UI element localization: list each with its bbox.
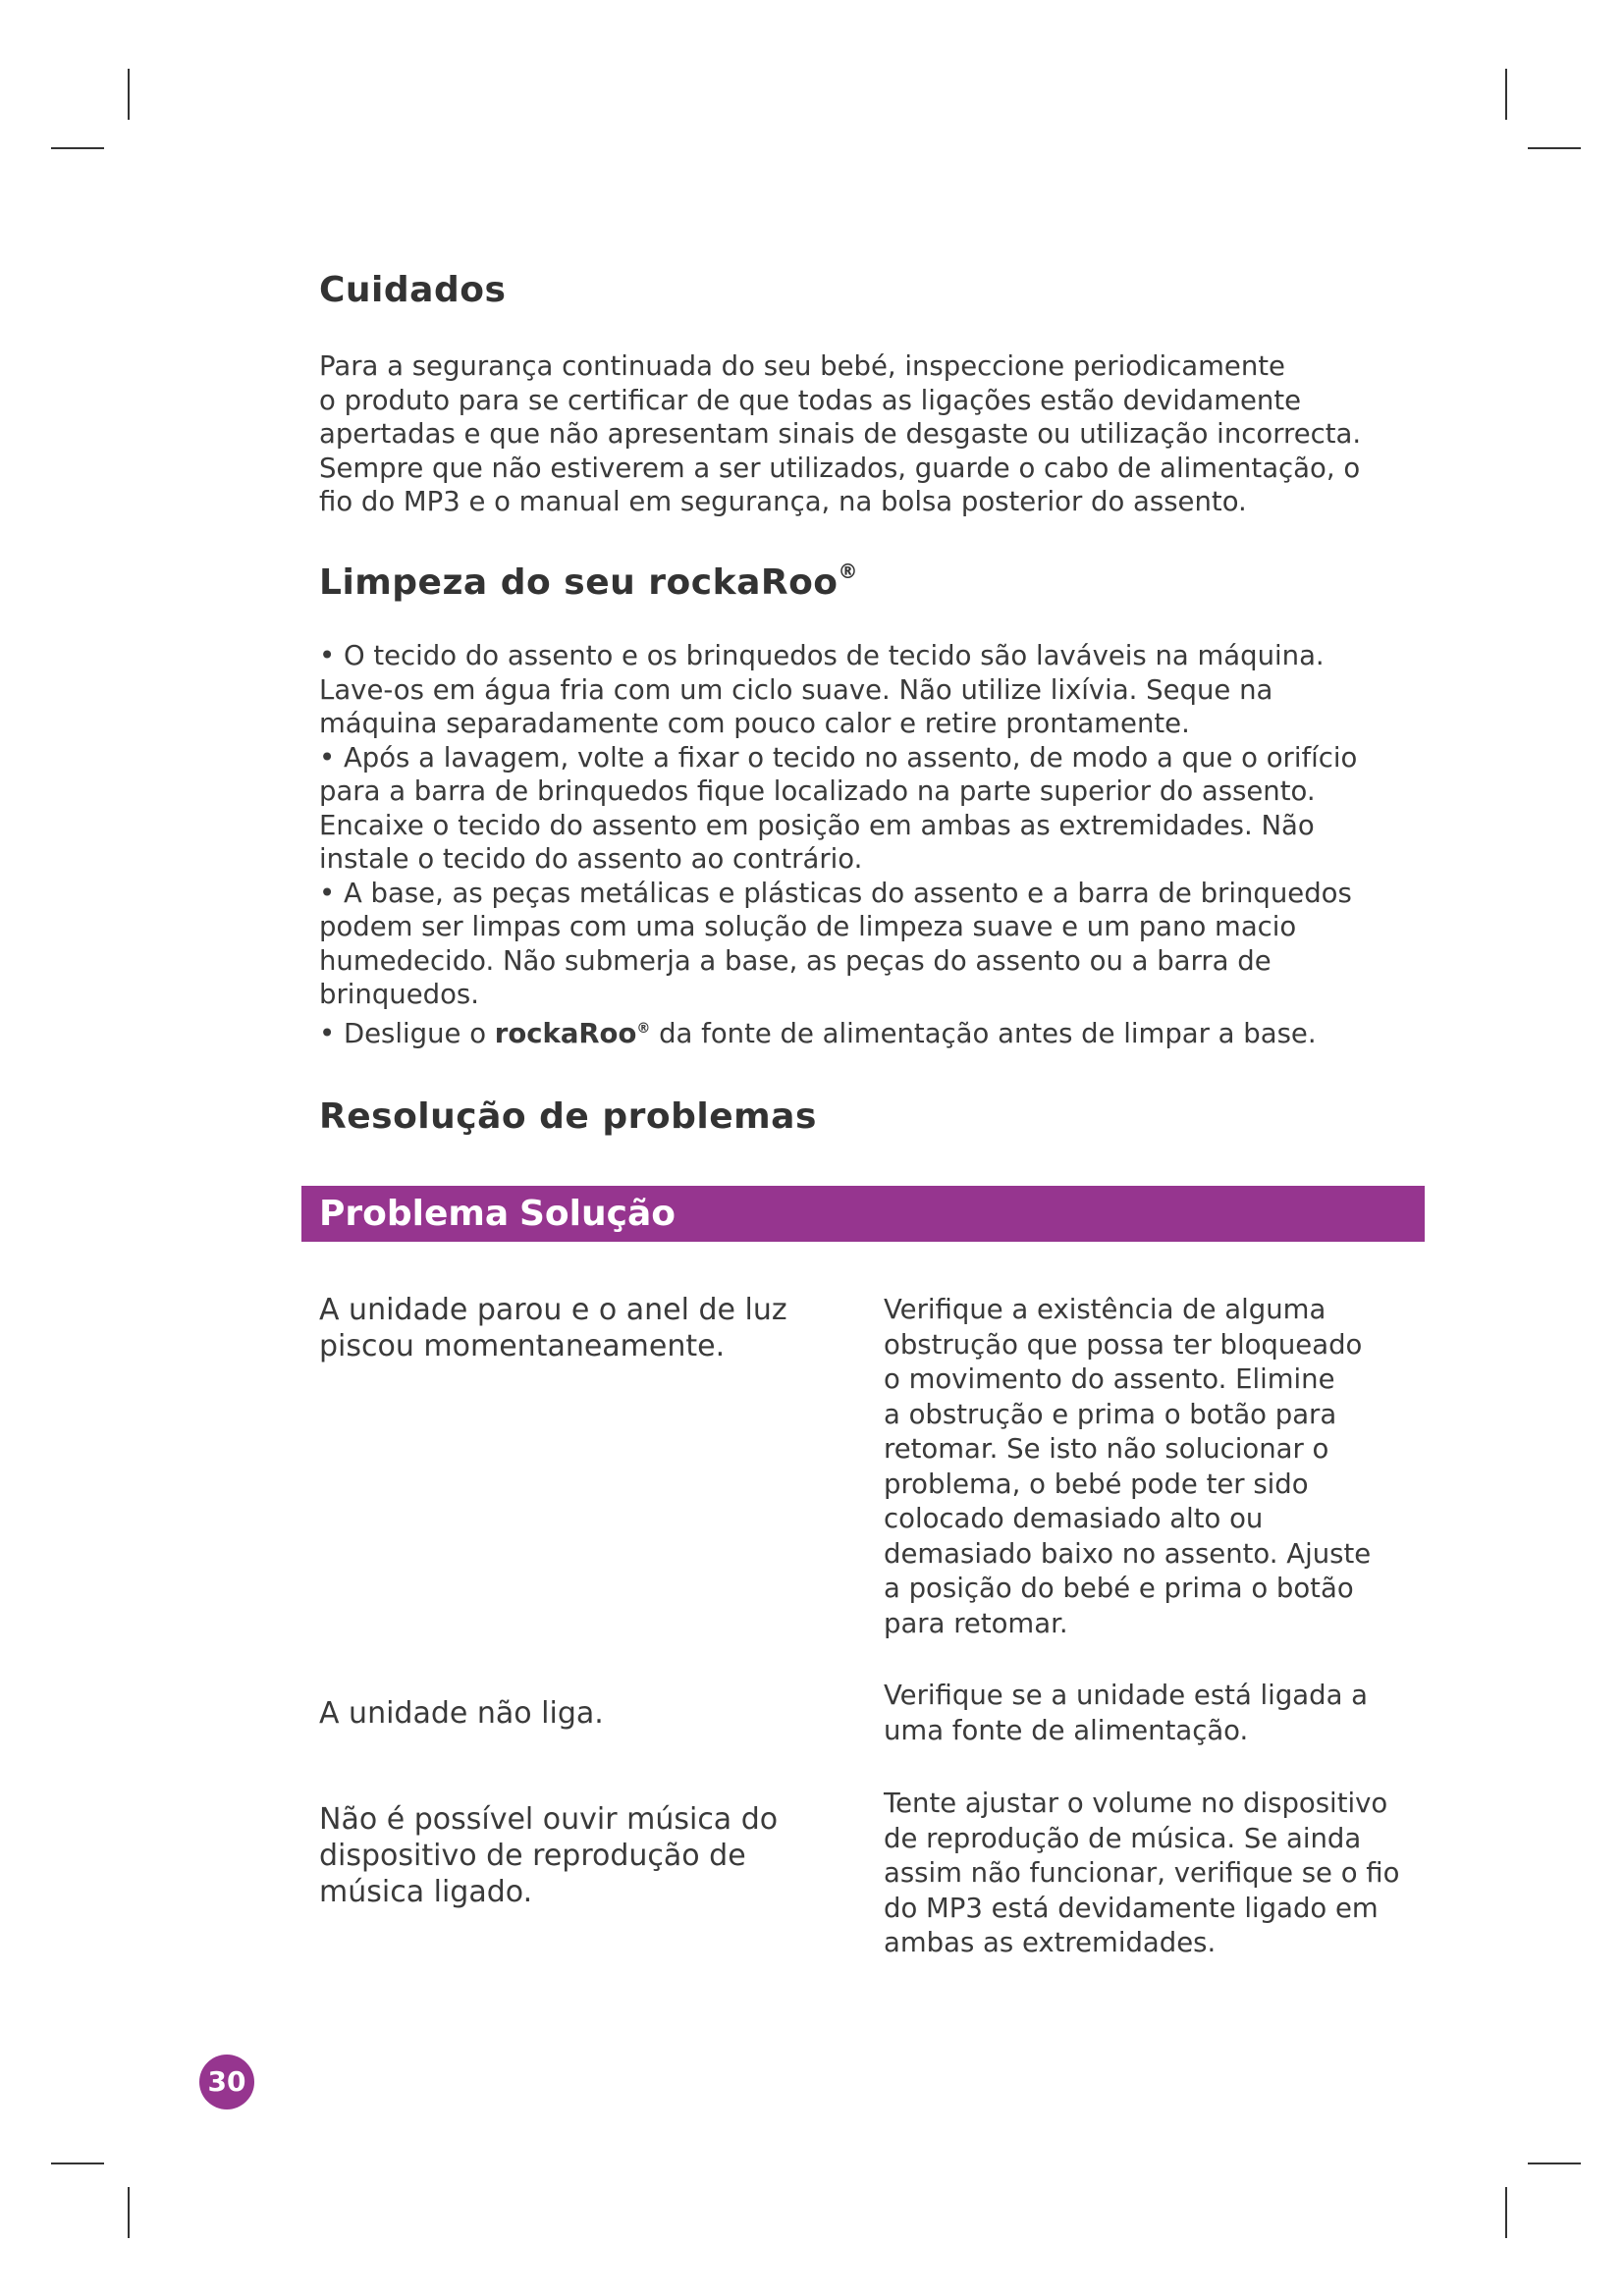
problem-cell [319,1292,830,1364]
solution-line: Tente ajustar o volume no dispositivo [884,1788,1388,1819]
crop-mark-bottom-left-vertical [128,2187,130,2238]
cleaning-bullet [319,639,1409,741]
cleaning-line: podem ser limpas com uma solução de limpeza suave e um pano macio [319,911,1297,942]
solution-line: ambas as extremidades. [884,1927,1217,1958]
solution-line: Verifique a existência de alguma [884,1294,1326,1325]
solution-line: retomar. Se isto não solucionar o [884,1433,1329,1465]
cleaning-line: humedecido. Não submerja a base, as peças do assento ou a barra de [319,944,1272,977]
care-line: apertadas e que não apresentam sinais de desgaste ou utilização incorrecta. [319,418,1362,450]
solution-line: colocado demasiado alto ou [884,1503,1264,1534]
cleaning-line: brinquedos. [319,979,479,1010]
solution-cell [884,1787,1414,1961]
cleaning-bullet [319,1012,1409,1051]
solution-cell [884,1679,1414,1748]
care-line: Para a segurança continuada do seu bebé, inspeccione periodicamente [319,350,1285,382]
solution-line: do MP3 está devidamente ligado em [884,1892,1379,1924]
care-heading: Cuidados [319,270,507,310]
troubleshooting-table-header [301,1186,1425,1242]
cleaning-line: • Após a lavagem, volte a fixar o tecido no assento, de modo a que o orifício [319,741,1358,774]
problem-line: música ligado. [319,1875,533,1909]
solution-cell [884,1293,1414,1641]
problem-cell [319,1695,830,1732]
solution-line: o movimento do assento. Elimine [884,1363,1335,1395]
cleaning-last-prefix: • Desligue o [319,1017,495,1049]
cleaning-line: para a barra de brinquedos fique localizado na parte superior do assento. [319,775,1316,807]
problem-line: A unidade não liga. [319,1696,604,1731]
problem-line: piscou momentaneamente. [319,1329,726,1363]
crop-mark-bottom-right-vertical [1505,2187,1507,2238]
cleaning-line: máquina separadamente com pouco calor e retire prontamente. [319,708,1190,739]
cleaning-line: instale o tecido do assento ao contrário. [319,843,863,875]
registered-mark: ® [838,560,859,583]
cleaning-line [319,1012,1409,1051]
brand-name [495,1018,651,1049]
solution-line: para retomar. [884,1607,1068,1639]
registered-mark: ® [636,1020,651,1037]
page-number-badge: 30 [199,2055,254,2109]
crop-mark-top-left-horizontal [51,147,104,149]
crop-mark-top-right-horizontal [1528,147,1581,149]
solution-line: obstrução que possa ter bloqueado [884,1328,1363,1361]
troubleshooting-heading: Resolução de problemas [319,1096,817,1137]
solution-line: a obstrução e prima o botão para [884,1398,1337,1430]
care-line: o produto para se certificar de que todas as ligações estão devidamente [319,384,1302,416]
solution-line: problema, o bebé pode ter sido [884,1468,1309,1500]
problem-line: dispositivo de reprodução de [319,1839,746,1873]
care-paragraph [319,349,1399,519]
problem-cell [319,1801,830,1910]
solution-line: de reprodução de música. Se ainda [884,1822,1362,1854]
cleaning-heading [319,560,858,603]
solution-line: assim não funcionar, verifique se o fio [884,1857,1400,1889]
cleaning-list [319,639,1409,1050]
crop-mark-bottom-left-horizontal [51,2163,104,2164]
cleaning-line: Encaixe o tecido do assento em posição em ambas as extremidades. Não [319,809,1315,841]
column-header-problem: Problema [319,1194,510,1234]
solution-line: demasiado baixo no assento. Ajuste [884,1537,1372,1570]
cleaning-last-suffix: da fonte de alimentação antes de limpar a base. [650,1017,1317,1049]
care-line: fio do MP3 e o manual em segurança, na bolsa posterior do assento. [319,486,1247,517]
solution-line: a posição do bebé e prima o botão [884,1573,1354,1604]
cleaning-bullet [319,877,1409,1012]
cleaning-heading-text: Limpeza do seu rockaRoo [319,562,839,603]
cleaning-line: Lave-os em água fria com um ciclo suave. Não utilize lixívia. Seque na [319,673,1273,706]
cleaning-line: • A base, as peças metálicas e plásticas do assento e a barra de brinquedos [319,877,1352,909]
brand-text: rockaRoo [494,1017,637,1049]
cleaning-line: • O tecido do assento e os brinquedos de tecido são laváveis na máquina. [319,640,1325,671]
column-header-solution: Solução [519,1194,676,1234]
solution-line: Verifique se a unidade está ligada a [884,1680,1369,1711]
solution-line: uma fonte de alimentação. [884,1714,1249,1746]
cleaning-bullet [319,741,1409,877]
crop-mark-bottom-right-horizontal [1528,2163,1581,2164]
crop-mark-top-left-vertical [128,69,130,120]
crop-mark-top-right-vertical [1505,69,1507,120]
problem-line: A unidade parou e o anel de luz [319,1293,787,1327]
care-line: Sempre que não estiverem a ser utilizados, guarde o cabo de alimentação, o [319,452,1361,484]
problem-line: Não é possível ouvir música do [319,1802,779,1837]
